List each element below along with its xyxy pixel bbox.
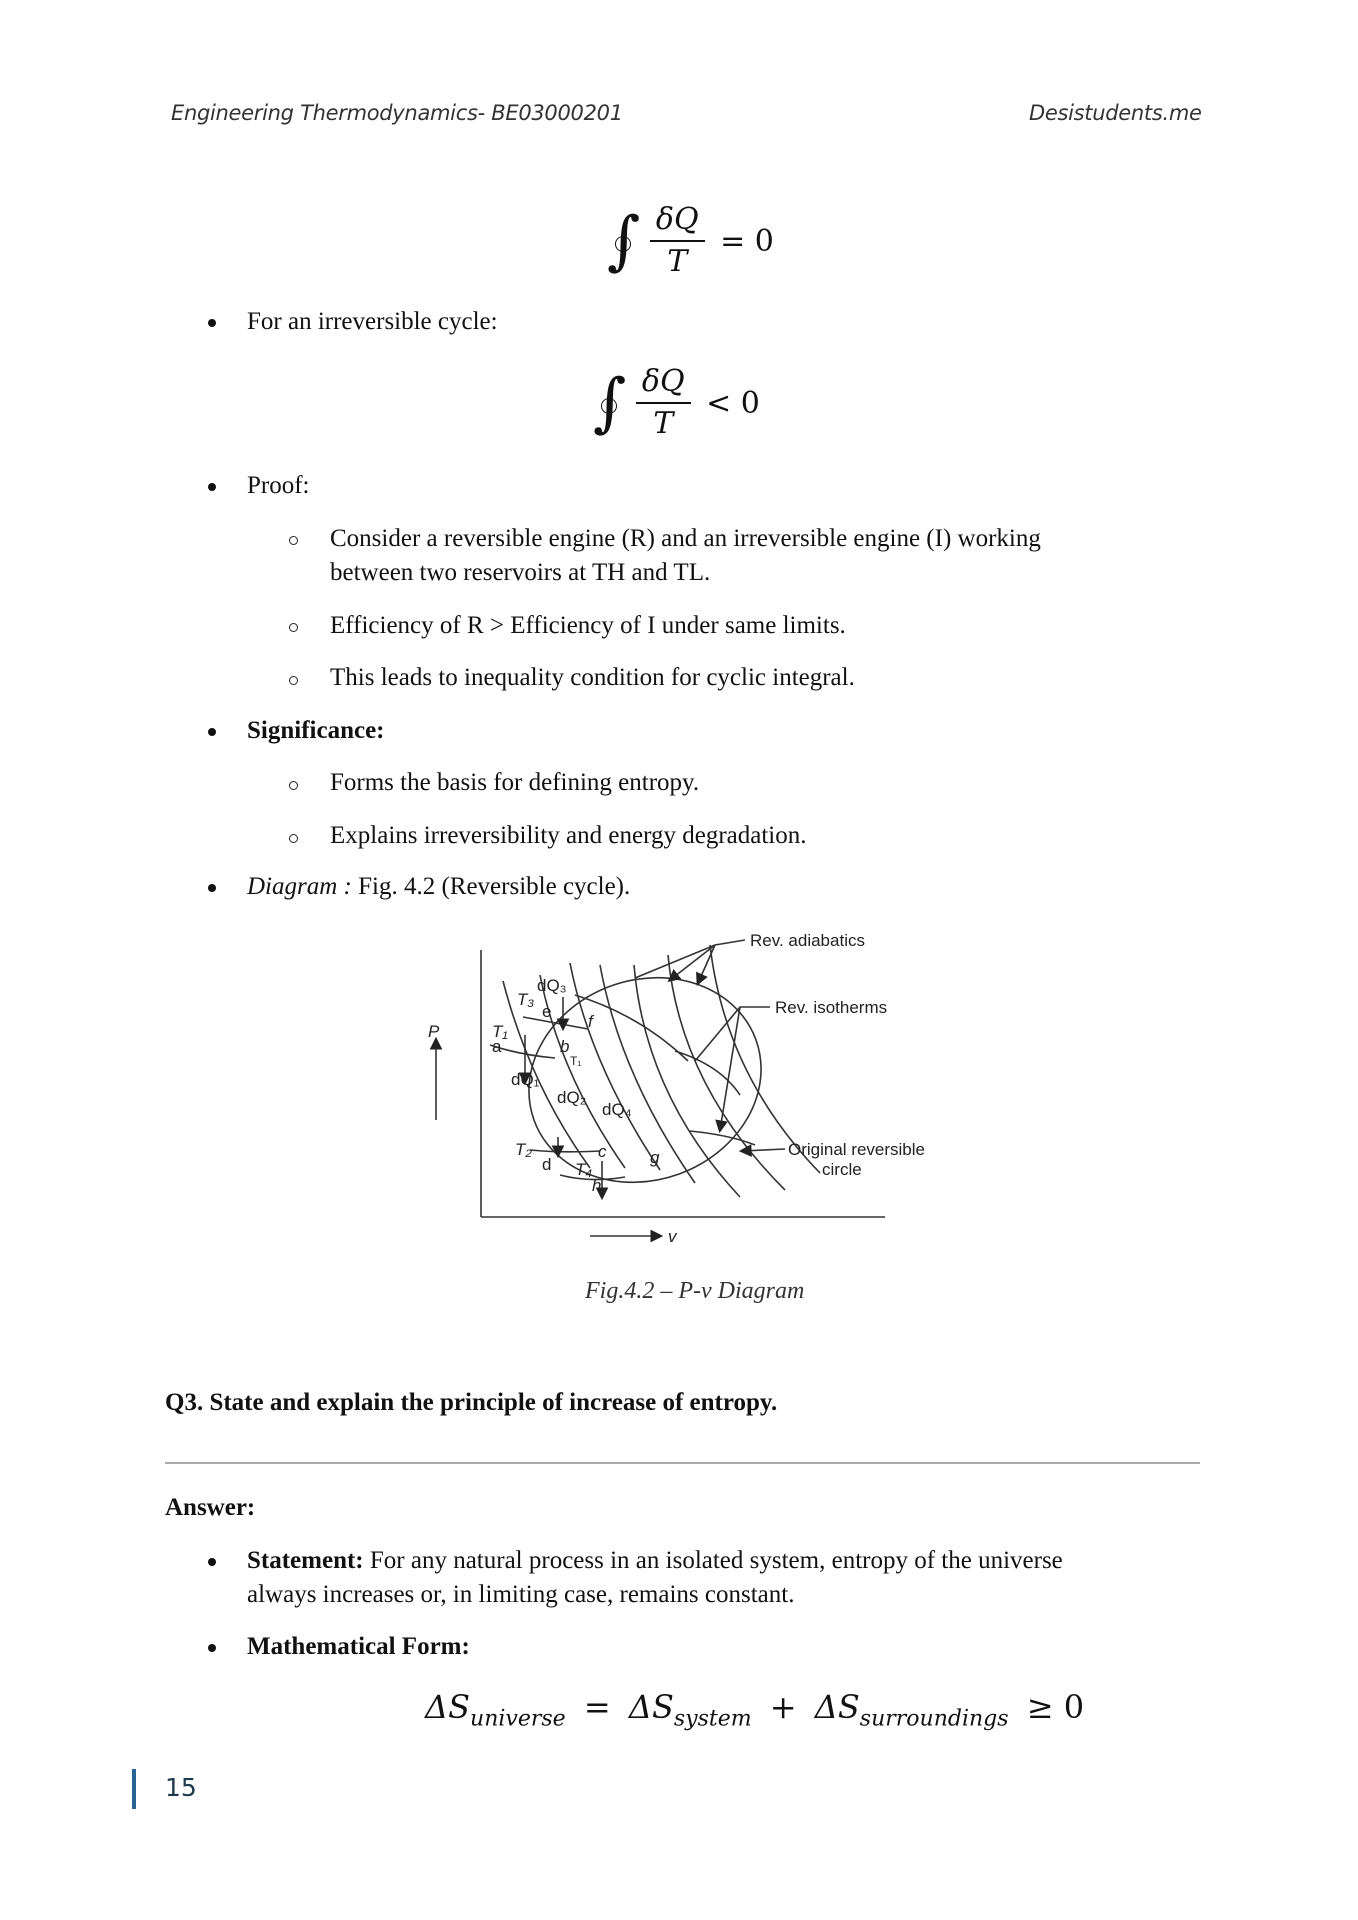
header-site-name: Desistudents.me xyxy=(1029,101,1202,125)
adiabatic-7 xyxy=(710,945,820,1173)
proof-item-1: Consider a reversible engine (R) and an irreversible engine (I) working xyxy=(330,525,1041,552)
diagram-label: Diagram : xyxy=(247,873,352,900)
figure-caption: Fig.4.2 – P-v Diagram xyxy=(585,1278,805,1304)
irreversible-cycle-text: For an irreversible cycle: xyxy=(247,308,498,335)
bullet-icon xyxy=(208,884,216,892)
significance-item-1: Forms the basis for defining entropy. xyxy=(330,769,700,796)
sub-bullet-icon xyxy=(289,781,298,790)
page-number: 15 xyxy=(165,1773,197,1802)
page-number-accent-bar xyxy=(132,1769,136,1809)
bullet-icon xyxy=(208,1644,216,1652)
equation-entropy-principle: $\Delta S_{universe} = \Delta S_{system} + \Delta S_{surroundings} \ge 0$ xyxy=(425,1688,1085,1732)
sub-bullet-icon xyxy=(289,676,298,685)
sub-bullet-icon xyxy=(289,623,298,632)
statement-text: For any natural process in an isolated system, entropy of the universe xyxy=(363,1547,1063,1574)
statement-line-2: always increases or, in limiting case, remains constant. xyxy=(247,1581,795,1608)
bullet-icon xyxy=(208,319,216,327)
significance-label: Significance: xyxy=(247,717,385,744)
header-course-title: Engineering Thermodynamics- BE03000201 xyxy=(171,101,623,125)
adiabatic-3 xyxy=(570,963,660,1170)
label-h: h xyxy=(592,1176,602,1195)
label-original-circle-line1: Original reversible xyxy=(788,1140,925,1159)
diagram-text: Fig. 4.2 (Reversible cycle). xyxy=(351,873,631,900)
statement-line-1 xyxy=(247,1544,1063,1578)
contour-integral-icon: ∫ xyxy=(607,204,641,278)
bullet-icon xyxy=(208,728,216,736)
label-d: d xyxy=(542,1155,552,1174)
label-t2: T₂ xyxy=(515,1140,532,1159)
section-divider xyxy=(165,1462,1200,1464)
label-f: f xyxy=(588,1012,593,1031)
label-dq3: dQ₃ xyxy=(537,976,567,995)
question-title: Q3. State and explain the principle of increase of entropy. xyxy=(165,1389,778,1416)
proof-item-3: This leads to inequality condition for cyclic integral. xyxy=(330,664,855,691)
isotherm-lower-right xyxy=(690,1131,755,1145)
isotherm-T3 xyxy=(523,1017,588,1029)
bullet-icon xyxy=(208,483,216,491)
adiabatic-2 xyxy=(540,975,625,1168)
statement-label: Statement: xyxy=(247,1547,364,1574)
pv-diagram xyxy=(420,925,980,1265)
proof-item-2: Efficiency of R > Efficiency of I under same limits. xyxy=(330,612,846,639)
label-axis-v: v xyxy=(668,1227,677,1246)
math-form-label: Mathematical Form: xyxy=(247,1633,470,1660)
equation-reversible-cycle: ∫ $\frac{\delta Q}{T}$ = 0 xyxy=(607,202,774,279)
label-dq1: dQ₁ xyxy=(511,1070,540,1089)
bullet-icon xyxy=(208,1558,216,1566)
diagram-reference xyxy=(247,870,630,904)
significance-item-2: Explains irreversibility and energy degradation. xyxy=(330,822,807,849)
label-dq2: dQ₂ xyxy=(557,1088,587,1107)
sub-bullet-icon xyxy=(289,834,298,843)
label-e: e xyxy=(542,1002,552,1021)
label-rev-isotherms: Rev. isotherms xyxy=(775,998,888,1017)
adiabatic-6 xyxy=(668,955,785,1190)
sub-bullet-icon xyxy=(289,536,298,545)
proof-label: Proof: xyxy=(247,472,310,499)
label-b: b xyxy=(560,1037,570,1056)
label-axis-p: P xyxy=(428,1022,440,1041)
answer-label: Answer: xyxy=(165,1494,256,1521)
equation-irreversible-cycle: ∫ $\frac{\delta Q}{T}$ < 0 xyxy=(593,364,760,441)
label-dq4: dQ₄ xyxy=(602,1100,632,1119)
label-t1: T₁ xyxy=(492,1022,508,1041)
contour-integral-icon: ∫ xyxy=(593,366,627,440)
label-c: c xyxy=(598,1142,607,1161)
label-t1-b: T₁ xyxy=(570,1054,582,1068)
label-g: g xyxy=(650,1148,660,1167)
label-a: a xyxy=(492,1037,502,1056)
label-t3: T₃ xyxy=(517,990,535,1009)
proof-item-1-cont: between two reservoirs at TH and TL. xyxy=(330,559,711,586)
label-t4: T₄ xyxy=(575,1160,593,1179)
adiabatics-leader xyxy=(635,940,745,978)
isotherm-T2 xyxy=(530,1150,600,1152)
label-rev-adiabatics: Rev. adiabatics xyxy=(750,931,865,950)
label-original-circle-line2: circle xyxy=(822,1160,862,1179)
